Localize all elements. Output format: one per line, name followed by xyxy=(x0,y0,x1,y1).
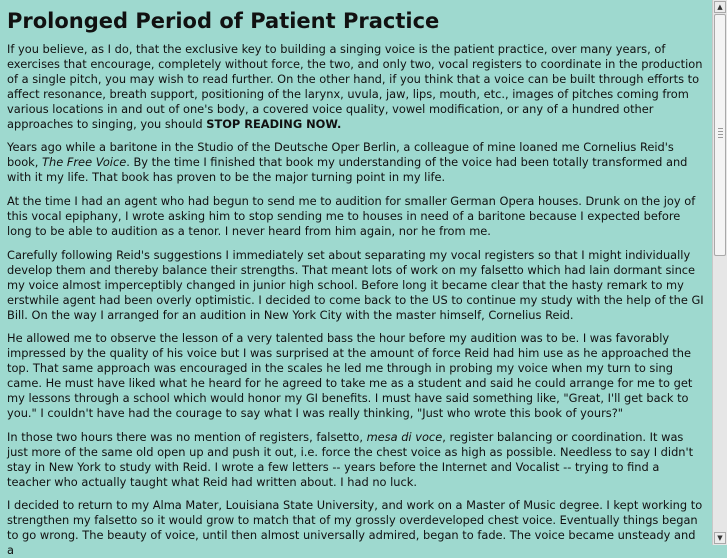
paragraph-2-before: Years ago while a baritone in the Studio of the Deutsche Oper Berlin, a colleague of mine loaned me Cornelius Reid's book, xyxy=(7,140,674,170)
scrollbar-thumb[interactable] xyxy=(714,14,726,256)
arrow-up-icon: ▲ xyxy=(717,3,723,11)
scroll-down-button[interactable] xyxy=(714,532,726,544)
paragraph-7: I decided to return to my Alma Mater, Louisiana State University, and work on a Master of Music degree. I kept working to strengthen my falsetto so it would grow to match that of my grossly overdeveloped chest voice. Eventually things began to go wrong. The beauty of voice, until then almost universally admired, began to fade. The voice became unsteady and a xyxy=(7,498,703,558)
paragraph-6-after: , register balancing or coordination. It was just more of the same old open up and push it out, i.e. force the chest voice as high as possible. Needless to say I didn't stay in New York to study with Reid. I wrote a few letters -- years before the Internet and Vocalist -- trying to find a teacher who actually taught what Reid had written about. I had no luck. xyxy=(7,429,694,489)
paragraph-4: Carefully following Reid's suggestions I immediately set about separating my vocal registers so that I might individually develop them and thereby balance their strengths. That meant lots of work on my falsetto which had lain dormant since my voice almost imperceptibly changed in junior high school. Before long it became clear that the hasty remark to my erstwhile agent had been overly optimistic. I decided to come back to the US to continue my study with the help of the GI Bill. On the way I arranged for an audition in New York City with the master himself, Cornelius Reid. xyxy=(7,247,704,322)
paragraph-5: He allowed me to observe the lesson of a very talented bass the hour before my audition was to be. I was favorably impressed by the quality of his voice but I was surprised at the amount of force Reid had him use as he approached the top. That same approach was encouraged in the scales he led me through in probing my voice when my turn to sing came. He must have liked what he heard for he agreed to take me as a student and said he could arrange for me to get my lessons through a school which would honor my GI benefits. I must have said something like, "Great, I'll get back to you." I couldn't have had the courage to say what I was really thinking, "Just who wrote this book of yours?" xyxy=(7,331,693,420)
paragraph-3: At the time I had an agent who had begun to send me to audition for smaller German Opera houses. Drunk on the joy of this vocal epiphany, I wrote asking him to stop sending me to houses in need of a baritone because I expected before long to be able to audition as a tenor. I never heard from him again, nor he from me. xyxy=(7,194,696,238)
paragraph-6-before: In those two hours there was no mention of registers, falsetto, xyxy=(7,429,367,444)
mesa-di-voce-term: mesa di voce xyxy=(366,429,443,444)
book-title: The Free Voice xyxy=(42,155,127,170)
paragraph-2 xyxy=(7,140,704,185)
vertical-scrollbar[interactable] xyxy=(712,0,727,545)
paragraph-2-after: . By the time I finished that book my understanding of the voice had been totally transformed and with it my life. That book has proven to be the major turning point in my life. xyxy=(7,155,688,185)
scroll-up-button[interactable] xyxy=(714,1,726,13)
arrow-down-icon: ▼ xyxy=(717,534,723,542)
paragraph-1-text: If you believe, as I do, that the exclusive key to building a singing voice is the patient practice, over many years, of exercises that encourage, completely without force, the two, and only two, vocal registers to coordinate in the production of a single pitch, you may wish to read further. On the other hand, if you think that a voice can be built through efforts to affect resonance, breath support, positioning of the larynx, uvula, jaw, lips, mouth, etc., images of pitches coming from various locations in and out of one's body, a covered voice quality, vowel modification, or any of a hundred other approaches to singing, you should xyxy=(7,42,703,131)
page-title: Prolonged Period of Patient Practice xyxy=(7,9,440,33)
paragraph-6 xyxy=(7,430,704,490)
stop-reading-emphasis: STOP READING NOW. xyxy=(206,116,342,131)
paragraph-1 xyxy=(7,42,704,131)
grip-icon xyxy=(718,128,723,140)
